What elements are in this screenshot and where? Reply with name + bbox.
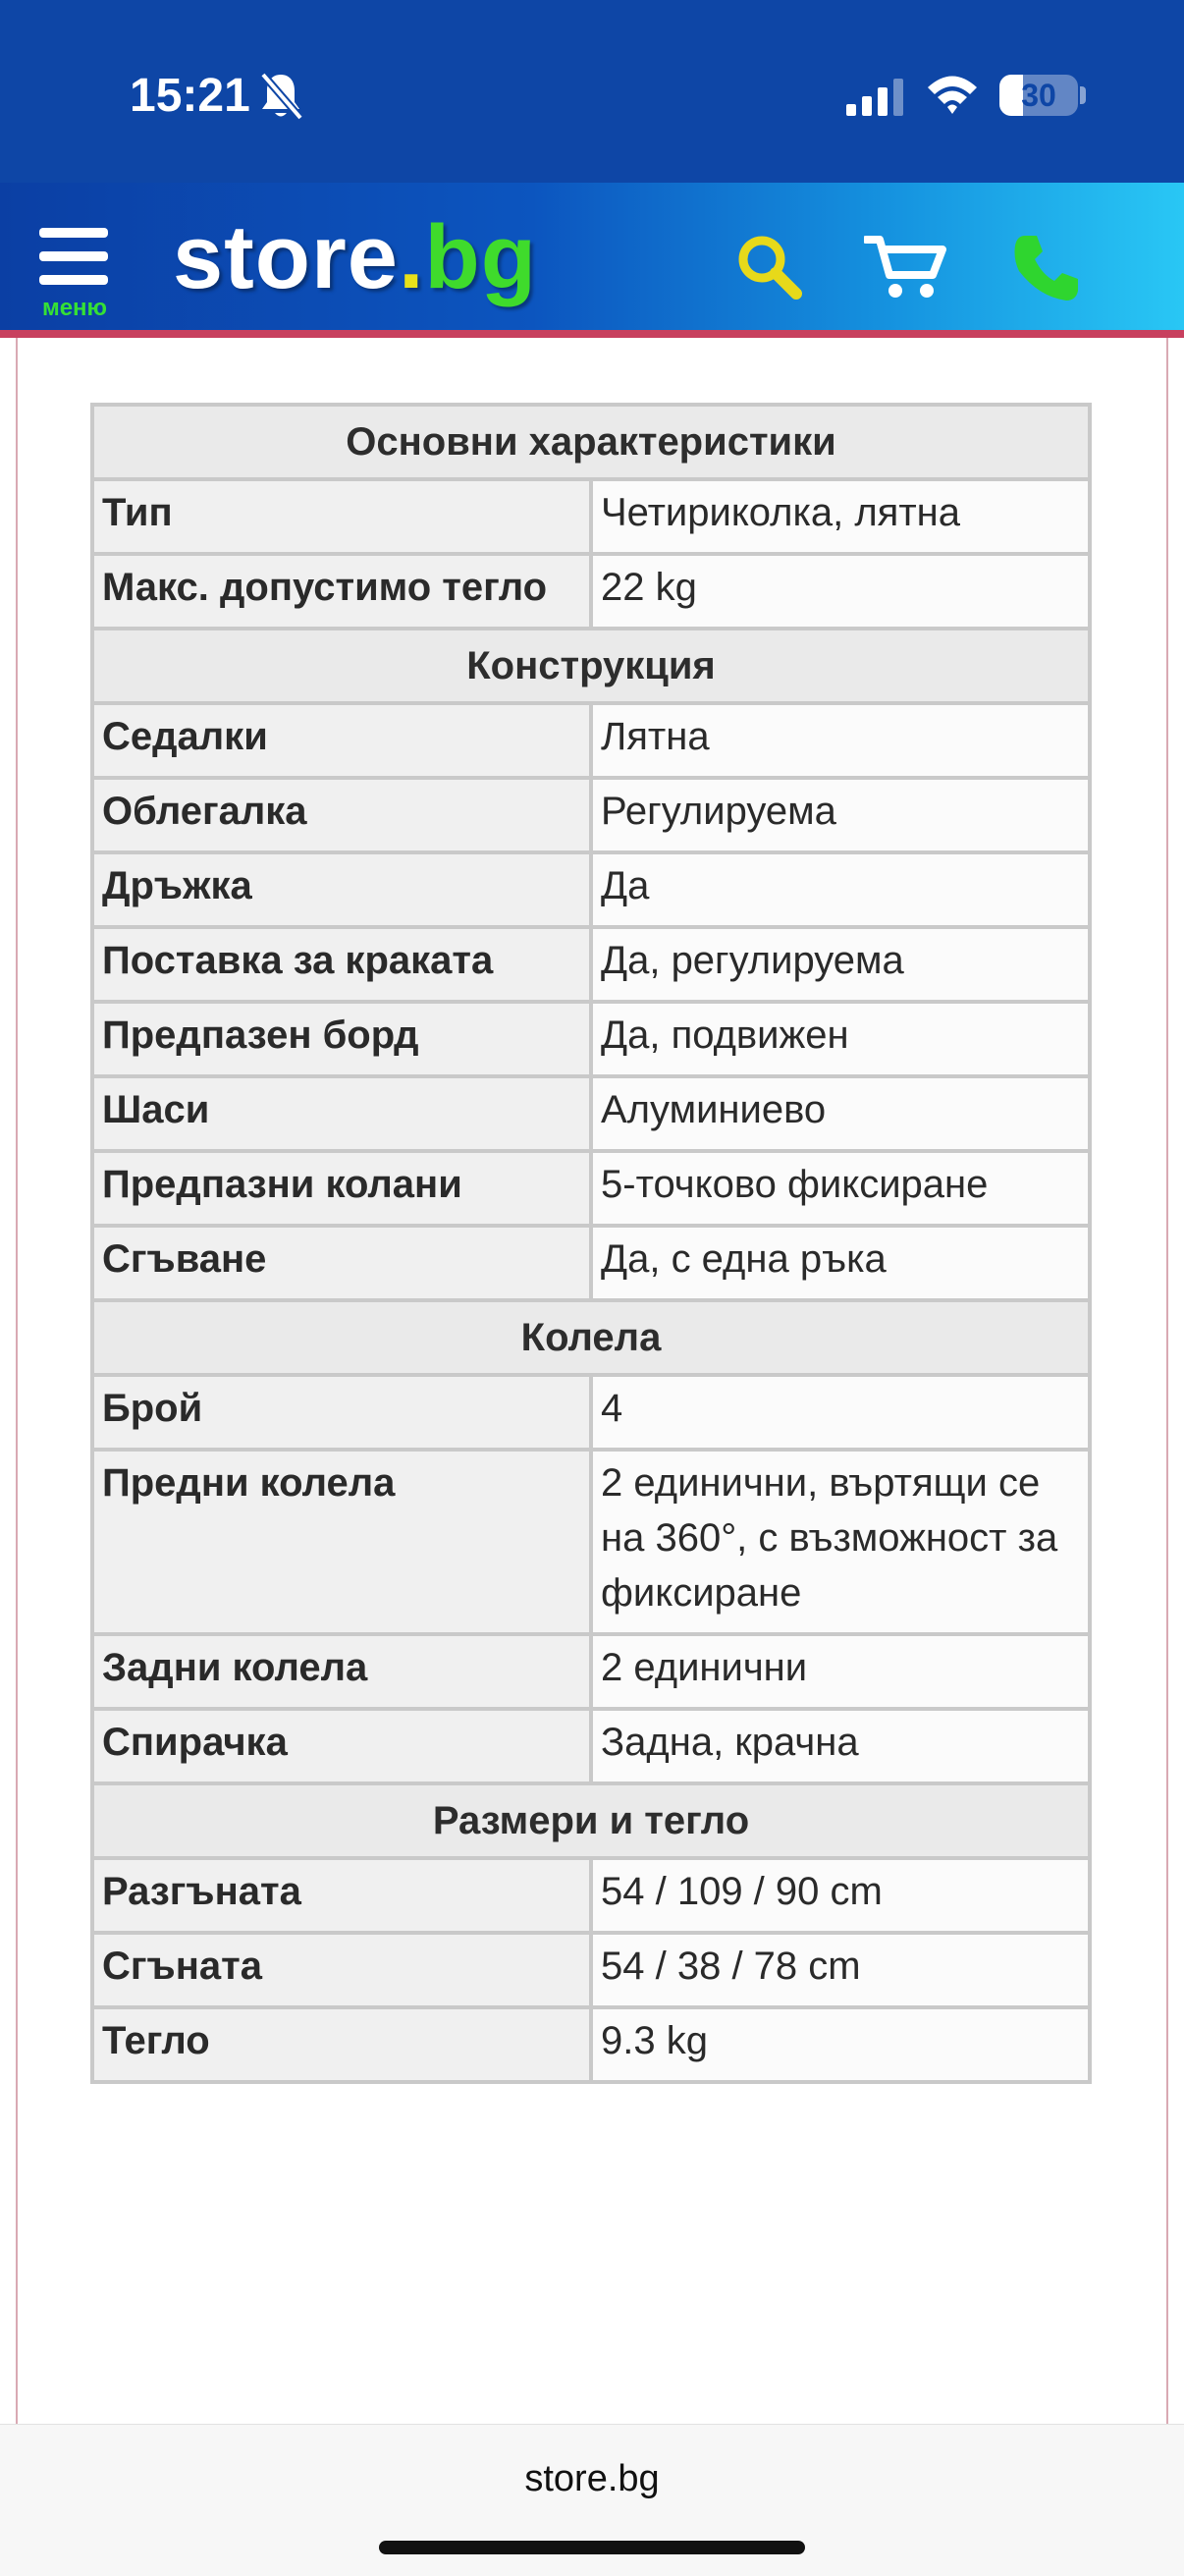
section-title: Колела xyxy=(94,1302,1088,1373)
bell-slash-icon xyxy=(257,71,304,122)
spec-label: Сгъната xyxy=(94,1935,589,2005)
browser-bottom-bar xyxy=(0,2424,1184,2576)
cellular-signal-icon xyxy=(846,79,905,116)
spec-label: Облегалка xyxy=(94,780,589,850)
spec-label: Задни колела xyxy=(94,1636,589,1707)
spec-value: Четириколка, лятна xyxy=(593,481,1088,552)
spec-label: Седалки xyxy=(94,705,589,776)
table-row xyxy=(94,1153,1088,1224)
search-icon[interactable] xyxy=(734,232,803,301)
hamburger-menu-icon xyxy=(39,228,108,238)
hamburger-menu-icon-bar xyxy=(39,275,108,285)
hamburger-menu-icon-bar xyxy=(39,251,108,261)
spec-value: Да, с една ръка xyxy=(593,1228,1088,1298)
spec-label: Тип xyxy=(94,481,589,552)
menu-button[interactable] xyxy=(35,228,114,321)
logo-store-text: store xyxy=(173,207,399,307)
spec-value: Да, подвижен xyxy=(593,1004,1088,1074)
table-row xyxy=(94,481,1088,552)
store-logo[interactable] xyxy=(173,198,537,316)
logo-dot: . xyxy=(398,207,425,307)
section-header xyxy=(94,1785,1088,1856)
status-bar xyxy=(0,0,1184,183)
spec-value: 9.3 kg xyxy=(593,2009,1088,2080)
table-row xyxy=(94,780,1088,850)
status-time: 15:21 xyxy=(130,70,250,122)
section-header xyxy=(94,1302,1088,1373)
section-title: Конструкция xyxy=(94,630,1088,701)
home-indicator[interactable] xyxy=(379,2541,805,2554)
spec-label: Спирачка xyxy=(94,1711,589,1781)
spec-value: Да xyxy=(593,854,1088,925)
table-row xyxy=(94,1711,1088,1781)
header-divider xyxy=(0,330,1184,338)
section-title: Основни характеристики xyxy=(94,407,1088,477)
table-row xyxy=(94,1935,1088,2005)
spec-label: Поставка за краката xyxy=(94,929,589,1000)
site-header xyxy=(0,183,1184,330)
section-header xyxy=(94,407,1088,477)
table-row xyxy=(94,1228,1088,1298)
table-row xyxy=(94,705,1088,776)
spec-label: Предпазен борд xyxy=(94,1004,589,1074)
table-row xyxy=(94,2009,1088,2080)
spec-value: Да, регулируема xyxy=(593,929,1088,1000)
spec-label: Дръжка xyxy=(94,854,589,925)
menu-label: меню xyxy=(41,295,108,321)
table-row xyxy=(94,929,1088,1000)
battery-nub xyxy=(1080,86,1086,104)
table-row xyxy=(94,854,1088,925)
spec-value: Задна, крачна xyxy=(593,1711,1088,1781)
spec-value: 5-точково фиксиране xyxy=(593,1153,1088,1224)
spec-label: Предни колела xyxy=(94,1452,589,1632)
wifi-icon xyxy=(925,73,980,116)
cart-icon[interactable] xyxy=(864,232,946,302)
section-title: Размери и тегло xyxy=(94,1785,1088,1856)
table-row xyxy=(94,1636,1088,1707)
spec-label: Предпазни колани xyxy=(94,1153,589,1224)
spec-value: Алуминиево xyxy=(593,1078,1088,1149)
spec-value: 4 xyxy=(593,1377,1088,1448)
spec-label: Тегло xyxy=(94,2009,589,2080)
spec-table xyxy=(90,403,1092,2084)
spec-value: 22 kg xyxy=(593,556,1088,627)
battery-level: 30 xyxy=(1021,78,1056,113)
spec-value: Регулируема xyxy=(593,780,1088,850)
spec-value: 54 / 38 / 78 cm xyxy=(593,1935,1088,2005)
address-bar[interactable]: store.bg xyxy=(524,2458,660,2499)
section-header xyxy=(94,630,1088,701)
spec-label: Разгъната xyxy=(94,1860,589,1931)
spec-label: Макс. допустимо тегло xyxy=(94,556,589,627)
phone-icon[interactable] xyxy=(1011,232,1082,302)
table-row xyxy=(94,1004,1088,1074)
logo-bg-text: bg xyxy=(424,207,537,307)
table-row xyxy=(94,1377,1088,1448)
spec-value: 2 единични xyxy=(593,1636,1088,1707)
spec-label: Шаси xyxy=(94,1078,589,1149)
spec-value: 2 единични, въртящи се на 360°, с възможност за фиксиране xyxy=(593,1452,1088,1632)
spec-label: Брой xyxy=(94,1377,589,1448)
table-row xyxy=(94,1078,1088,1149)
spec-value: Лятна xyxy=(593,705,1088,776)
table-row xyxy=(94,1452,1088,1632)
table-row xyxy=(94,556,1088,627)
spec-label: Сгъване xyxy=(94,1228,589,1298)
battery-icon xyxy=(999,75,1078,116)
table-row xyxy=(94,1860,1088,1931)
spec-value: 54 / 109 / 90 cm xyxy=(593,1860,1088,1931)
